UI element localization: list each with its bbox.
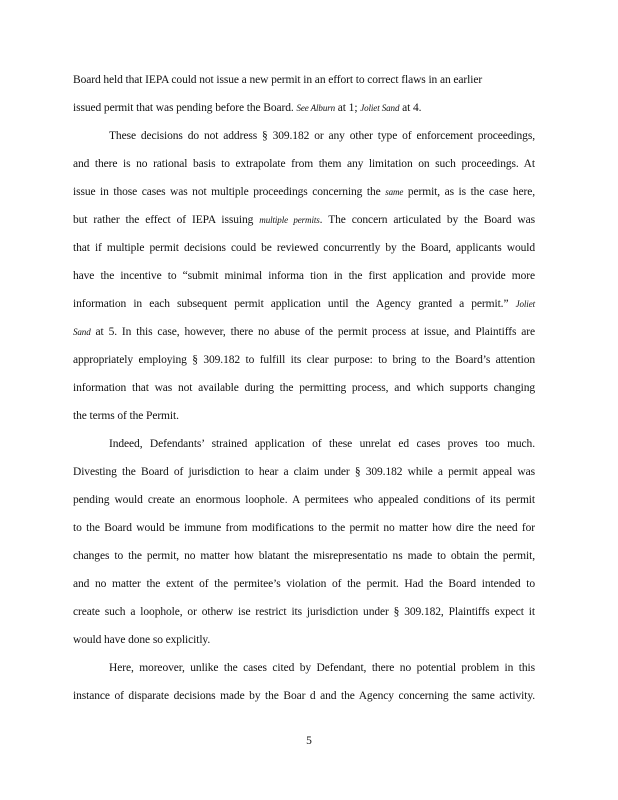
text-line [109, 129, 535, 143]
text-span: information in each subsequent permit application until the Agency granted a permit.” [73, 298, 516, 310]
italic-citation: See Alburn [296, 103, 336, 113]
text-span: information that was not available during the permitting process, and which supports changing [73, 382, 535, 394]
italic-citation: multiple permits [259, 215, 320, 225]
text-span: to the Board would be immune from modifications to the permit no matter how dire the need for [73, 522, 535, 534]
text-span: issue in those cases was not multiple proceedings concerning the [73, 186, 386, 198]
text-line [73, 213, 535, 227]
text-span: at 4. [399, 102, 422, 114]
text-span: Divesting the Board of jurisdiction to hear a claim under § 309.182 while a permit appeal was [73, 466, 535, 478]
text-line [73, 521, 535, 535]
text-line [73, 73, 535, 87]
italic-citation: same [385, 187, 404, 197]
text-span: at 5. In this case, however, there no abuse of the permit process at issue, and Plaintiffs are [90, 326, 535, 338]
text-span: . The concern articulated by the Board was [319, 214, 535, 226]
text-span: at 1; [335, 102, 361, 114]
text-line [73, 157, 535, 171]
text-span: that if multiple permit decisions could be reviewed concurrently by the Board, applicants would [73, 242, 535, 254]
text-line [73, 549, 535, 563]
text-span: changes to the permit, no matter how blatant the misrepresentatio ns made to obtain the permit, [73, 550, 535, 562]
italic-citation: Sand [73, 327, 91, 337]
text-line [73, 297, 535, 311]
text-line [73, 381, 535, 395]
text-span: pending would create an enormous loophole. A permitees who appealed conditions of its permit [73, 494, 535, 506]
text-span: have the incentive to “submit minimal informa tion in the first application and provide more [73, 270, 535, 282]
text-line [73, 353, 535, 367]
text-span: but rather the effect of IEPA issuing [73, 214, 260, 226]
page-number: 5 [306, 735, 312, 747]
text-span: the terms of the Permit. [73, 410, 179, 422]
text-span: create such a loophole, or otherw ise restrict its jurisdiction under § 309.182, Plaintiffs expect it [73, 606, 535, 618]
italic-citation: Joliet Sand [360, 103, 400, 113]
text-line [73, 241, 535, 255]
text-span: issued permit that was pending before the Board. [73, 102, 297, 114]
text-line [109, 437, 535, 451]
text-span: Indeed, Defendants’ strained application of these unrelat ed cases proves too much. [109, 438, 535, 450]
text-line [73, 409, 535, 423]
text-span: permit, as is the case here, [403, 186, 535, 198]
text-span: instance of disparate decisions made by the Boar d and the Agency concerning the same activity. [73, 690, 535, 702]
text-line [73, 101, 535, 115]
text-line [109, 661, 535, 675]
text-span: Here, moreover, unlike the cases cited by Defendant, there no potential problem in this [109, 662, 535, 674]
text-span: and there is no rational basis to extrapolate from them any limitation on such proceedings. At [73, 158, 535, 170]
text-line [73, 185, 535, 199]
text-span: would have done so explicitly. [73, 634, 211, 646]
italic-citation: Joliet [515, 299, 535, 309]
text-line [73, 493, 535, 507]
text-line [73, 269, 535, 283]
text-line [73, 605, 535, 619]
text-line [73, 577, 535, 591]
text-line [73, 689, 535, 703]
text-line [73, 325, 535, 339]
text-span: These decisions do not address § 309.182 or any other type of enforcement proceedings, [109, 130, 535, 142]
text-line [73, 633, 535, 647]
text-span: appropriately employing § 309.182 to fulfill its clear purpose: to bring to the Board’s attention [73, 354, 535, 366]
text-line [73, 465, 535, 479]
text-span: Board held that IEPA could not issue a new permit in an effort to correct flaws in an earlier [73, 74, 483, 86]
text-span: and no matter the extent of the permitee’s violation of the permit. Had the Board intended to [73, 578, 535, 590]
